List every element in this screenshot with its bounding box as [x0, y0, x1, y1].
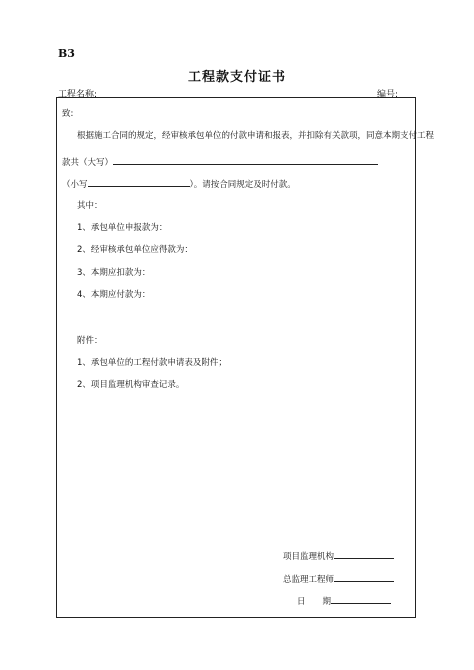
chief-engineer-blank[interactable]: [334, 572, 394, 582]
attachment-item: 2、项目监理机构审查记录。: [77, 380, 185, 390]
amount-lower-row: [62, 177, 296, 191]
supervision-org-blank[interactable]: [334, 549, 394, 559]
amount-lower-suffix: ）。请按合同规定及时付款。: [189, 180, 296, 190]
attachments-label: 附件：: [77, 336, 103, 346]
project-name-label: 工程名称:: [58, 90, 98, 100]
chief-engineer-row: [283, 572, 394, 585]
amount-lower-prefix: （小写: [62, 180, 88, 190]
form-code: B3: [58, 47, 75, 60]
certificate-frame: [56, 97, 435, 618]
supervision-org-label: 项目监理机构: [283, 552, 335, 562]
date-label: 日 期: [297, 597, 332, 607]
amount-upper-label: 款共（大写）: [62, 158, 114, 168]
item-deduction-amount: 3、本期应扣款为：: [77, 268, 151, 278]
amount-lower-blank[interactable]: [88, 177, 190, 187]
among-label: 其中：: [77, 201, 103, 211]
payment-statement-line1: 根据施工合同的规定，经审核承包单位的付款申请和报表，并扣除有关款项，同意本期支付工程: [77, 131, 435, 141]
amount-upper-blank[interactable]: [113, 155, 378, 165]
item-declared-amount: 1、承包单位申报款为：: [77, 223, 168, 233]
amount-upper-row: [62, 155, 378, 169]
document-number-label: 编号:: [377, 90, 399, 100]
document-title: 工程款支付证书: [187, 70, 286, 85]
item-approved-amount: 2、经审核承包单位应得款为：: [77, 245, 193, 255]
recipient-label: 致:: [62, 109, 74, 119]
attachment-item: 1、承包单位的工程付款申请表及附件；: [77, 358, 227, 368]
date-row: [297, 594, 391, 607]
supervision-org-row: [283, 549, 394, 562]
item-payable-amount: 4、本期应付款为：: [77, 290, 151, 300]
date-blank[interactable]: [331, 594, 391, 604]
chief-engineer-label: 总监理工程师: [283, 575, 335, 585]
